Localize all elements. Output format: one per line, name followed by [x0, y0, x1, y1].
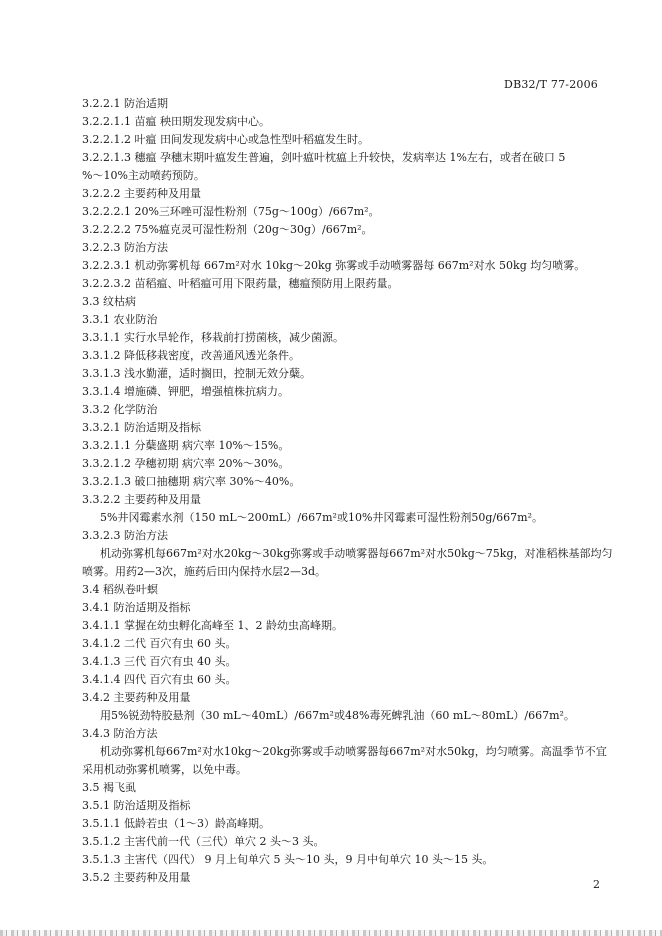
text-line: 3.4.2 主要药种及用量	[82, 691, 191, 704]
text-line: 3.4.3 防治方法	[82, 727, 158, 740]
text-line: 采用机动弥雾机喷雾，以免中毒。	[82, 763, 247, 776]
scan-artifact-strip	[0, 930, 662, 936]
text-line: 3.3.1.4 增施磷、钾肥，增强植株抗病力。	[82, 385, 289, 398]
section-heading: 3.5 褐飞虱	[82, 781, 136, 794]
text-line: 3.5.2 主要药种及用量	[82, 871, 191, 884]
text-line: 喷雾。用药2—3次，施药后田内保持水层2—3d。	[82, 565, 327, 578]
text-line: %～10%主动喷药预防。	[82, 169, 205, 182]
text-line: 3.3.2 化学防治	[82, 403, 158, 416]
text-line: 3.3.1 农业防治	[82, 313, 158, 326]
text-line: 3.2.2.2 主要药种及用量	[82, 187, 201, 200]
text-line: 3.5.1.3 主害代（四代） 9 月上旬单穴 5 头～10 头，9 月中旬单穴 10 头～15 头。	[82, 853, 494, 866]
section-heading: 3.4 稻纵卷叶螟	[82, 583, 158, 596]
text-line: 3.2.2.2.1 20%三环唑可湿性粉剂（75g～100g）/667m²。	[82, 205, 380, 218]
text-line: 3.3.2.3 防治方法	[82, 529, 168, 542]
text-line: 3.2.2.1.1 苗瘟 秧田期发现发病中心。	[82, 115, 270, 128]
text-line: 3.3.2.1.3 破口抽穗期 病穴率 30%～40%。	[82, 475, 301, 488]
text-line: 3.3.2.1.2 孕穗初期 病穴率 20%～30%。	[82, 457, 290, 470]
text-line: 用5%锐劲特胶悬剂（30 mL～40mL）/667m²或48%毒死蜱乳油（60 mL～80mL）/667m²。	[100, 709, 575, 722]
text-line: 机动弥雾机每667m²对水10kg～20kg弥雾或手动喷雾器每667m²对水50kg，均匀喷雾。高温季节不宜	[100, 745, 607, 758]
text-line: 3.4.1 防治适期及指标	[82, 601, 191, 614]
text-line: 3.2.2.1.2 叶瘟 田间发现发病中心或急性型叶稻瘟发生时。	[82, 133, 369, 146]
text-line: 3.2.2.1.3 穗瘟 孕穗末期叶瘟发生普遍，剑叶瘟叶枕瘟上升较快，发病率达 1%左右，或者在破口 5	[82, 151, 566, 164]
text-line: 5%井冈霉素水剂（150 mL～200mL）/667m²或10%井冈霉素可湿性粉剂50g/667m²。	[100, 511, 543, 524]
text-line: 3.5.1.1 低龄若虫（1～3）龄高峰期。	[82, 817, 270, 830]
text-line: 机动弥雾机每667m²对水20kg～30kg弥雾或手动喷雾器每667m²对水50kg～75kg，对准稻株基部均匀	[100, 547, 613, 560]
standard-code-header: DB32/T 77-2006	[504, 78, 598, 91]
text-line: 3.2.2.3 防治方法	[82, 241, 168, 254]
text-line: 3.2.2.3.2 苗稻瘟、叶稻瘟可用下限药量，穗瘟预防用上限药量。	[82, 277, 399, 290]
section-heading: 3.3 纹枯病	[82, 295, 136, 308]
text-line: 3.5.1 防治适期及指标	[82, 799, 191, 812]
text-line: 3.3.1.2 降低移栽密度，改善通风透光条件。	[82, 349, 300, 362]
text-line: 3.2.2.2.2 75%瘟克灵可湿性粉剂（20g～30g）/667m²。	[82, 223, 373, 236]
page-number: 2	[593, 878, 600, 891]
text-line: 3.3.2.1.1 分蘖盛期 病穴率 10%～15%。	[82, 439, 290, 452]
text-line: 3.3.2.2 主要药种及用量	[82, 493, 201, 506]
text-line: 3.4.1.4 四代 百穴有虫 60 头。	[82, 673, 237, 686]
text-line: 3.5.1.2 主害代前一代（三代）单穴 2 头～3 头。	[82, 835, 325, 848]
text-line: 3.4.1.2 二代 百穴有虫 60 头。	[82, 637, 237, 650]
text-line: 3.4.1.3 三代 百穴有虫 40 头。	[82, 655, 237, 668]
text-line: 3.2.2.3.1 机动弥雾机每 667m²对水 10kg～20kg 弥雾或手动喷雾器每 667m²对水 50kg 均匀喷雾。	[82, 259, 586, 272]
text-line: 3.3.2.1 防治适期及指标	[82, 421, 201, 434]
text-line: 3.4.1.1 掌握在幼虫孵化高峰至 1、2 龄幼虫高峰期。	[82, 619, 343, 632]
text-line: 3.3.1.1 实行水旱轮作，移栽前打捞菌核，减少菌源。	[82, 331, 344, 344]
text-line: 3.2.2.1 防治适期	[82, 97, 168, 110]
text-line: 3.3.1.3 浅水勤灌，适时搁田，控制无效分蘖。	[82, 367, 311, 380]
